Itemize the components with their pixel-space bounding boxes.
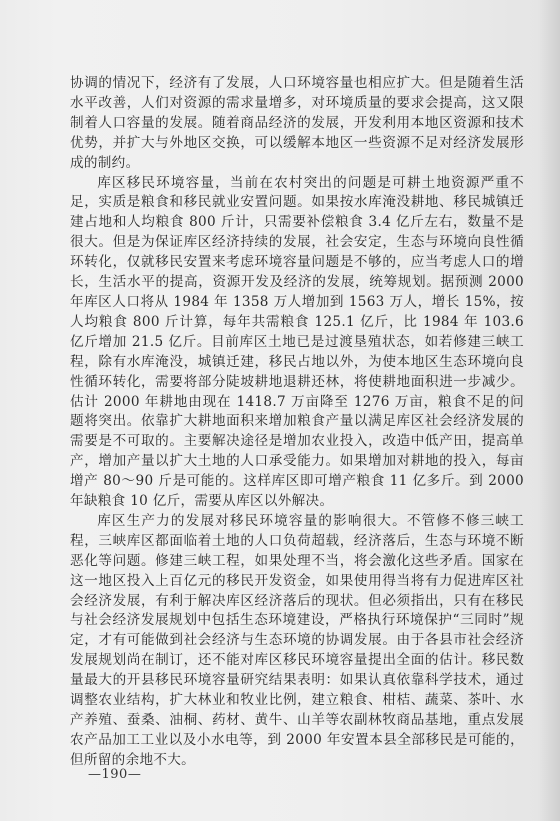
paragraph-productivity-development: 库区生产力的发展对移民环境容量的影响很大。不管修不修三峡工程，三峡库区都面临着土地的人口负荷超载，经济落后，生态与环境不断恶化等问题。修建三峡工程，如果处理不当，将会激化这些矛盾。国家在这一地区投入上百亿元的移民开发资金，如果使用得当将有力促进库区社会经济发展，有利于解决库区经济落后的现状。但必须指出，只有在移民与社会经济发展规划中包括生态环境建设，严格执行环境保护“三同时”规定，才有可能做到社会经济与生态环境的协调发展。由于各县市社会经济发展规划尚在制订，还不能对库区移民环境容量提出全面的估计。移民数量最大的开县移民环境容量研究结果表明：如果认真依靠科学技术，通过调整农业结构，扩大林业和牧业比例，建立粮食、柑桔、蔬菜、茶叶、水产养殖、蚕桑、油桐、药材、黄牛、山羊等农副林牧商品基地，重点发展农产品加工工业以及小水电等，到 2000 年安置本县全部移民是可能的，但所留的余地不大。 [70,512,524,768]
page-number: —190— [88,767,142,782]
body-text [70,74,524,771]
paragraph-continuation: 协调的情况下，经济有了发展，人口环境容量也相应扩大。但是随着生活水平改善，人们对资源的需求量增多，对环境质量的要求会提高，这又限制着人口容量的发展。随着商品经济的发展，开发利用本地区资源和技术优势，并扩大与外地区交换，可以缓解本地区一些资源不足对经济发展形成的制约。 [70,75,524,171]
paragraph-resettlement-capacity: 库区移民环境容量，当前在农村突出的问题是可耕土地资源严重不足，实质是粮食和移民就业安置问题。如果按水库淹没耕地、移民城镇迁建占地和人均粮食 800 斤计，只需要补偿粮食 3.4 亿斤左右，数量不是很大。但是为保证库区经济持续的发展，社会安定，生态与环境向良性循环转化，仅就移民安置来考虑环境容量问题是不够的，应当考虑人口的增长，生活水平的提高，资源开发及经济的发展，统筹规划。据预测 2000 年库区人口将从 1984 年 1358 万人增加到 1563 万人，增长 15%，按人均粮食 800 斤计算，每年共需粮食 125.1 亿斤，比 1984 年 103.6 亿斤增加 21.5 亿斤。目前库区土地已是过渡垦殖状态，如若修建三峡工程，除有水库淹没，城镇迁建，移民占地以外，为使本地区生态环境向良性循环转化，需要将部分陡坡耕地退耕还林，将使耕地面积进一步减少。估计 2000 年耕地由现在 1418.7 万亩降至 1276 万亩，粮食不足的问题将突出。依靠扩大耕地面积来增加粮食产量以满足库区社会经济发展的需要是不可取的。主要解决途径是增加农业投入，改造中低产田，提高单产，增加产量以扩大土地的人口承受能力。如果增加对耕地的投入，每亩增产 80～90 斤是可能的。这样库区即可增产粮食 11 亿多斤。到 2000 年缺粮食 10 亿斤，需要从库区以外解决。 [70,174,524,510]
